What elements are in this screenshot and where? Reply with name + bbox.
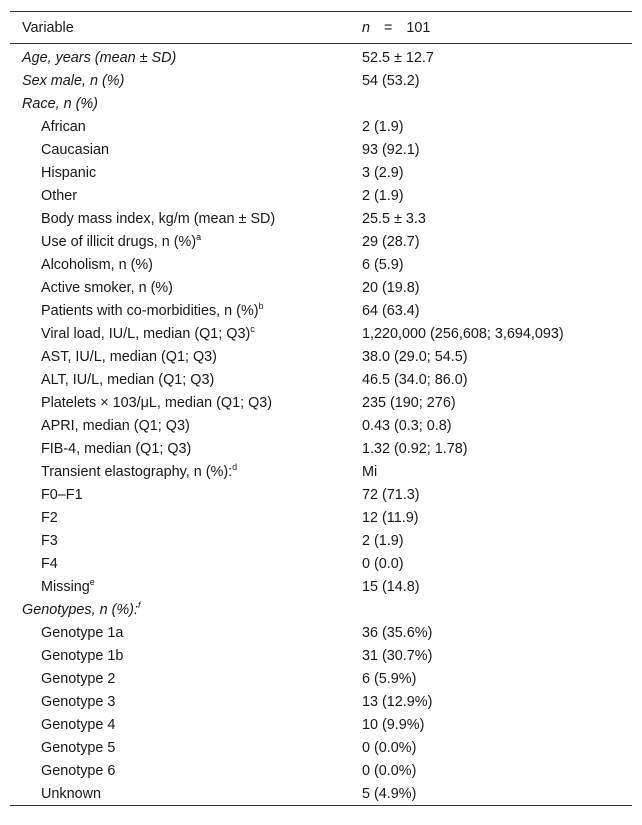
row-value: 25.5 ± 3.3 bbox=[362, 210, 426, 227]
row-value: 29 (28.7) bbox=[362, 233, 420, 250]
header-n-value: 101 bbox=[406, 19, 431, 36]
header-sample-size bbox=[362, 12, 632, 44]
row-label: Body mass index, kg/m (mean ± SD) bbox=[41, 210, 276, 227]
row-value: 64 (63.4) bbox=[362, 302, 420, 319]
row-label: Active smoker, n (%) bbox=[41, 279, 173, 296]
row-label-text: Sex male, n (%) bbox=[22, 72, 125, 89]
row-label: F3 bbox=[41, 532, 58, 549]
patient-characteristics-table bbox=[10, 11, 632, 806]
row-value: 1,220,000 (256,608; 3,694,093) bbox=[362, 325, 564, 342]
footnote-marker: f bbox=[137, 599, 141, 610]
table-row bbox=[10, 460, 632, 483]
row-label: Platelets × 103/μL, median (Q1; Q3) bbox=[41, 394, 273, 411]
row-label: Genotype 6 bbox=[41, 762, 116, 779]
row-label: Genotype 5 bbox=[41, 739, 116, 756]
row-value: 13 (12.9%) bbox=[362, 693, 433, 710]
row-value: 52.5 ± 12.7 bbox=[362, 49, 434, 66]
table-row bbox=[10, 368, 632, 391]
table-row bbox=[10, 69, 632, 92]
row-value: 15 (14.8) bbox=[362, 578, 420, 595]
row-label bbox=[10, 69, 362, 92]
row-value: 5 (4.9%) bbox=[362, 785, 417, 802]
table-row bbox=[10, 575, 632, 598]
table-row bbox=[10, 230, 632, 253]
table-row bbox=[10, 782, 632, 806]
row-label bbox=[10, 598, 362, 621]
footnote-marker: d bbox=[232, 461, 238, 472]
table-row bbox=[10, 276, 632, 299]
row-label bbox=[10, 299, 362, 322]
patient-characteristics-table-container bbox=[10, 11, 632, 806]
table-row bbox=[10, 529, 632, 552]
table-row bbox=[10, 483, 632, 506]
table-row bbox=[10, 161, 632, 184]
row-value: 72 (71.3) bbox=[362, 486, 420, 503]
row-label: Genotype 2 bbox=[41, 670, 116, 687]
footnote-marker: e bbox=[89, 576, 95, 587]
row-label-text: Missing bbox=[41, 578, 90, 595]
table-row bbox=[10, 644, 632, 667]
row-value: 2 (1.9) bbox=[362, 187, 404, 204]
row-label bbox=[10, 322, 362, 345]
table-row bbox=[10, 736, 632, 759]
row-label-text: Race, n (%) bbox=[22, 95, 98, 112]
row-value: 6 (5.9%) bbox=[362, 670, 417, 687]
table-row bbox=[10, 391, 632, 414]
row-value: 93 (92.1) bbox=[362, 141, 420, 158]
table-row bbox=[10, 299, 632, 322]
row-value: 10 (9.9%) bbox=[362, 716, 425, 733]
row-value bbox=[362, 598, 632, 621]
table-row bbox=[10, 115, 632, 138]
row-label: FIB-4, median (Q1; Q3) bbox=[41, 440, 192, 457]
header-variable: Variable bbox=[22, 19, 74, 36]
row-label-text: Age, years (mean ± SD) bbox=[22, 49, 177, 66]
row-label: Genotype 1a bbox=[41, 624, 124, 641]
row-value: 54 (53.2) bbox=[362, 72, 420, 89]
footnote-marker: a bbox=[196, 231, 202, 242]
row-label: Caucasian bbox=[41, 141, 109, 158]
row-label bbox=[10, 460, 362, 483]
table-row bbox=[10, 598, 632, 621]
table-header-row bbox=[10, 12, 632, 44]
table-row bbox=[10, 253, 632, 276]
row-value: 36 (35.6%) bbox=[362, 624, 433, 641]
row-value: 31 (30.7%) bbox=[362, 647, 433, 664]
header-n-label: n bbox=[362, 19, 371, 36]
row-label-text: Genotypes, n (%): bbox=[22, 601, 138, 618]
table-row bbox=[10, 437, 632, 460]
row-value: 2 (1.9) bbox=[362, 532, 404, 549]
row-value: 46.5 (34.0; 86.0) bbox=[362, 371, 468, 388]
row-label bbox=[10, 44, 362, 70]
table-row bbox=[10, 759, 632, 782]
table-row bbox=[10, 667, 632, 690]
row-value: 0 (0.0%) bbox=[362, 739, 417, 756]
row-label: F0–F1 bbox=[41, 486, 83, 503]
table-row bbox=[10, 621, 632, 644]
row-value: 1.32 (0.92; 1.78) bbox=[362, 440, 468, 457]
row-value: 0.43 (0.3; 0.8) bbox=[362, 417, 452, 434]
row-value: 235 (190; 276) bbox=[362, 394, 456, 411]
table-row bbox=[10, 207, 632, 230]
row-label: APRI, median (Q1; Q3) bbox=[41, 417, 190, 434]
row-label: ALT, IU/L, median (Q1; Q3) bbox=[41, 371, 215, 388]
row-label: F2 bbox=[41, 509, 58, 526]
table-row bbox=[10, 138, 632, 161]
row-value: 3 (2.9) bbox=[362, 164, 404, 181]
table-row bbox=[10, 322, 632, 345]
header-n-eq: = bbox=[384, 19, 393, 36]
row-label: Unknown bbox=[41, 785, 101, 802]
row-value: 6 (5.9) bbox=[362, 256, 404, 273]
row-value: 2 (1.9) bbox=[362, 118, 404, 135]
row-label bbox=[10, 92, 362, 115]
table-row bbox=[10, 552, 632, 575]
table-row bbox=[10, 345, 632, 368]
footnote-marker: b bbox=[258, 300, 264, 311]
footnote-marker: c bbox=[250, 323, 255, 334]
row-label bbox=[10, 230, 362, 253]
row-label-text: Transient elastography, n (%): bbox=[41, 463, 233, 480]
table-row bbox=[10, 92, 632, 115]
table-row bbox=[10, 184, 632, 207]
row-label: African bbox=[41, 118, 86, 135]
row-label: F4 bbox=[41, 555, 58, 572]
row-value: Mi bbox=[362, 463, 378, 480]
row-value: 20 (19.8) bbox=[362, 279, 420, 296]
row-value: 0 (0.0%) bbox=[362, 762, 417, 779]
table-row bbox=[10, 690, 632, 713]
row-label: AST, IU/L, median (Q1; Q3) bbox=[41, 348, 217, 365]
row-value: 38.0 (29.0; 54.5) bbox=[362, 348, 468, 365]
row-label: Genotype 3 bbox=[41, 693, 116, 710]
table-row bbox=[10, 713, 632, 736]
row-label-text: Viral load, IU/L, median (Q1; Q3) bbox=[41, 325, 251, 342]
row-value: 12 (11.9) bbox=[362, 509, 419, 526]
row-label: Alcoholism, n (%) bbox=[41, 256, 153, 273]
row-label bbox=[10, 575, 362, 598]
row-label: Hispanic bbox=[41, 164, 97, 181]
row-label: Genotype 4 bbox=[41, 716, 116, 733]
row-label-text: Use of illicit drugs, n (%) bbox=[41, 233, 197, 250]
row-value: 0 (0.0) bbox=[362, 555, 404, 572]
table-row bbox=[10, 44, 632, 70]
table-row bbox=[10, 506, 632, 529]
table-row bbox=[10, 414, 632, 437]
row-label-text: Patients with co-morbidities, n (%) bbox=[41, 302, 259, 319]
row-label: Other bbox=[41, 187, 77, 204]
row-label: Genotype 1b bbox=[41, 647, 124, 664]
row-value bbox=[362, 92, 632, 115]
